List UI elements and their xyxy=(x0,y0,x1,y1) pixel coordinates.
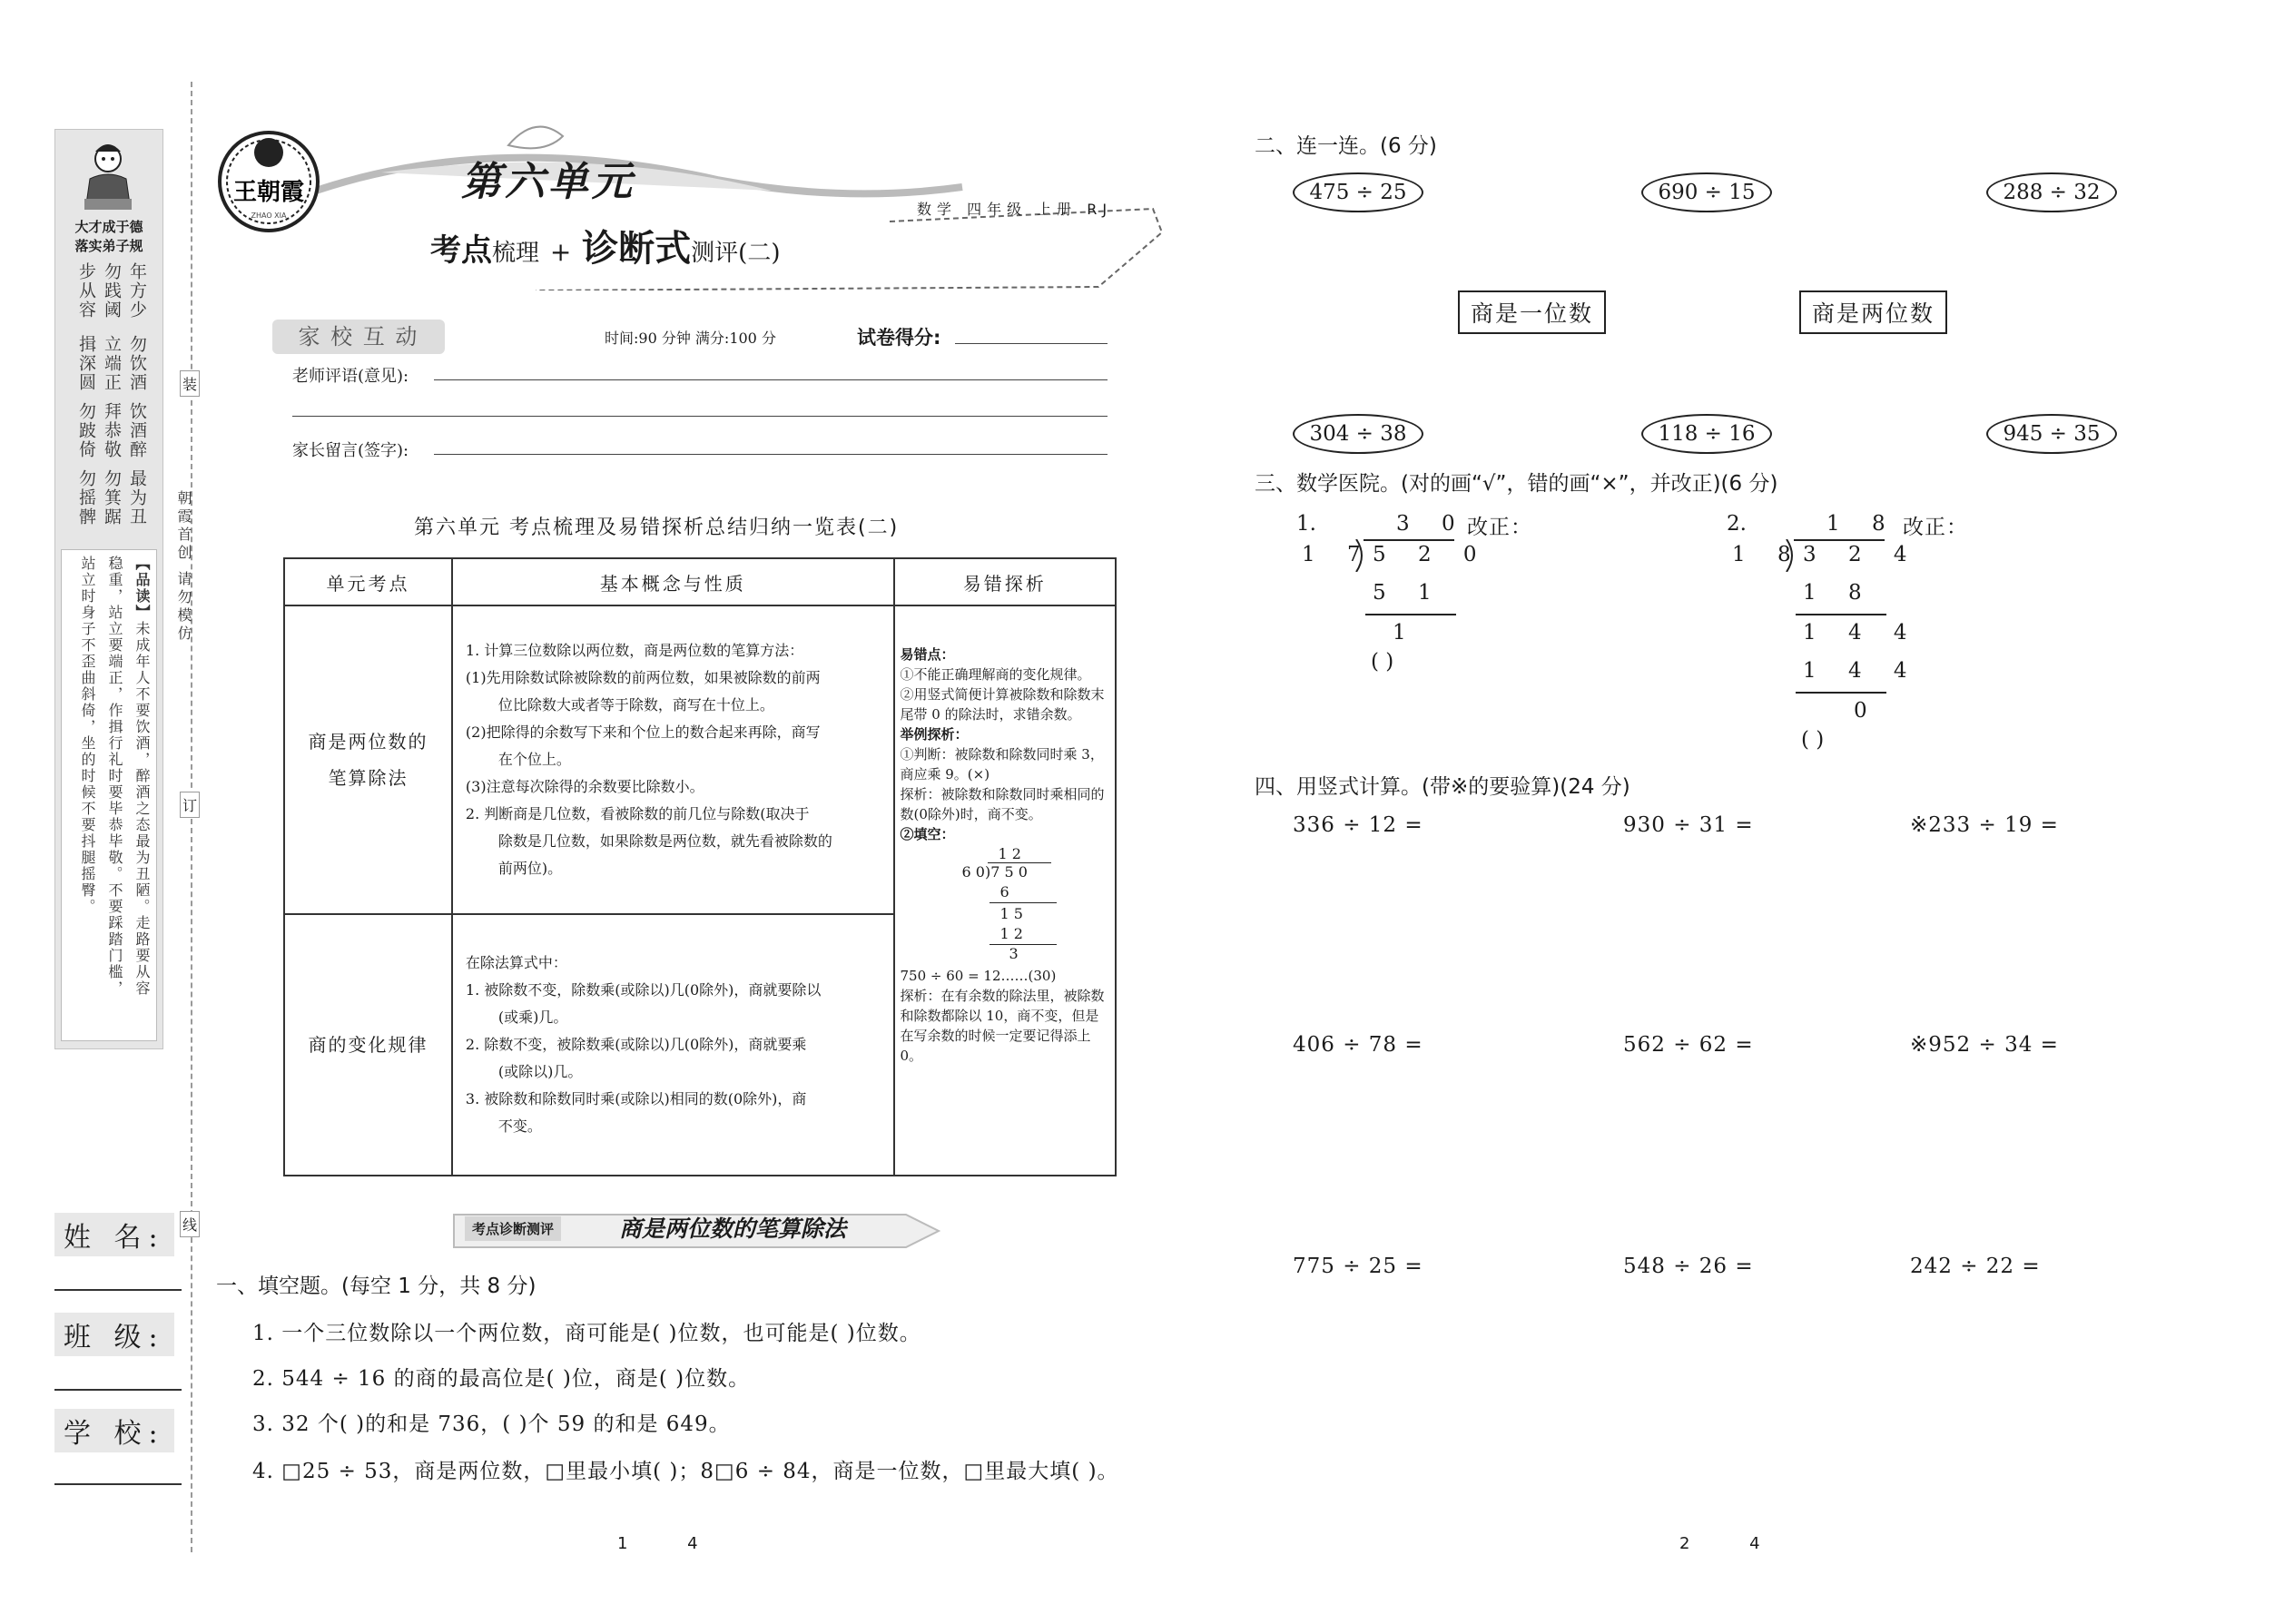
sidebar-verse: 拜恭敬 xyxy=(102,402,122,459)
school-label: 学 校: xyxy=(54,1409,174,1452)
q3-problem-1: 1. 3 0 1 7 5 2 0 5 1 1 ( ) xyxy=(1296,512,1490,674)
reading-box xyxy=(61,549,157,1041)
q3-heading: 三、数学医院。(对的画“√”，错的画“×”，并改正)(6 分) xyxy=(1255,472,1778,496)
cut-mark: 装 xyxy=(180,370,200,397)
name-field[interactable] xyxy=(54,1289,182,1291)
reading-text-3: 站立时身子不歪曲斜倚，坐的时候不要抖腿摇臀。 xyxy=(79,556,96,915)
sidebar-verse: 立端正 xyxy=(102,335,122,392)
q2-category-box[interactable]: 商是一位数 xyxy=(1458,290,1606,334)
q3-fix-label: 改正： xyxy=(1903,516,1968,539)
time-info: 时间:90 分钟 满分:100 分 xyxy=(605,330,776,347)
q2-expression[interactable]: 945 ÷ 35 xyxy=(1986,414,2117,454)
sidebar-verse: 最为丑 xyxy=(127,469,147,527)
name-label: 姓 名: xyxy=(54,1213,174,1256)
school-field[interactable] xyxy=(54,1483,182,1485)
page-number-right: 2 4 xyxy=(1679,1534,1787,1553)
q2-heading: 二、连一连。(6 分) xyxy=(1255,134,1437,158)
sidebar-verse: 勿箕踞 xyxy=(102,469,122,527)
cut-mark: 线 xyxy=(180,1211,200,1237)
error-analysis-cell: 易错点： ①不能正确理解商的变化规律。 ②用竖式简便计算被除数和除数末尾带 0 的除法时，求错余数。 举例探析： ①判断：被除数和除数同时乘 3，商应乘 9。(×) 探析：被除数和除数同时乘相同的数(0除外)时，商不变。 ②填空： 1 2 6 0)7 5 0 6 1 5 1 2 3 750 ÷ 60 = 12……(30) 探析：在有余数的除法里，被除数和除数都除以 10，商不变，但是在写余数的时候一定要记得添上 0。 xyxy=(894,605,1117,1176)
page-number-left: 1 4 xyxy=(617,1534,725,1553)
q4-problem: 930 ÷ 31 = xyxy=(1623,813,1754,837)
summary-table xyxy=(283,557,1117,1176)
table-header: 基本概念与性质 xyxy=(452,558,894,605)
q4-problem: 406 ÷ 78 = xyxy=(1293,1033,1423,1057)
q1-item: 4. □25 ÷ 53，商是两位数，□里最小填( )；8□6 ÷ 84，商是一位数，□里最大填( )。 xyxy=(252,1460,1119,1483)
subtitle: 考点梳理 + 诊断式测评(二) xyxy=(430,227,781,270)
teacher-comment-field-2[interactable] xyxy=(292,416,1108,417)
section-tag: 考点诊断测评 xyxy=(465,1216,561,1241)
sidebar-verse: 饮酒醉 xyxy=(127,402,147,459)
reading-title: 【品读】 xyxy=(133,556,151,621)
mini-long-division: 1 2 6 0)7 5 0 6 1 5 1 2 3 xyxy=(901,844,1110,957)
table-header: 易错探析 xyxy=(894,558,1117,605)
unit-title: 第六单元 xyxy=(461,159,635,205)
side-panel xyxy=(54,129,163,1049)
sidebar-verse: 勿践阈 xyxy=(102,262,122,320)
svg-text:王朝霞: 王朝霞 xyxy=(232,179,305,206)
home-school-badge: 家 校 互 动 xyxy=(272,320,445,354)
sidebar-verse: 揖深圆 xyxy=(76,335,96,392)
parent-comment-field[interactable] xyxy=(434,454,1108,455)
svg-text:ZHAO XIA: ZHAO XIA xyxy=(251,212,287,220)
sidebar-verse: 勿摇髀 xyxy=(76,469,96,527)
q4-problem: ※233 ÷ 19 = xyxy=(1910,813,2059,837)
sidebar-verse: 年方少 xyxy=(127,262,147,320)
reading-text-1: 未成年人不要饮酒，醉酒之态最为丑陋。走路要从容 xyxy=(133,621,151,997)
q2-expression[interactable]: 475 ÷ 25 xyxy=(1293,172,1423,212)
cut-mark: 订 xyxy=(180,792,200,818)
q4-problem: 242 ÷ 22 = xyxy=(1910,1255,2041,1278)
q3-fix-label: 改正： xyxy=(1467,516,1532,539)
sidebar-slogan-1: 大才成于德 xyxy=(74,219,143,235)
q2-expression[interactable]: 690 ÷ 15 xyxy=(1641,172,1772,212)
q2-category-box[interactable]: 商是两位数 xyxy=(1799,290,1947,334)
concept-cell: 在除法算式中： 1. 被除数不变，除数乘(或除以)几(0除外)，商就要除以 (或乘)几。 2. 除数不变，被除数乘(或除以)几(0除外)，商就要乘 (或除以)几。 3. 被除数和除数同时乘(或除以)相同的数(0除外)，商 不变。 xyxy=(452,914,894,1176)
child-mascot-icon xyxy=(81,139,135,213)
reading-text-2: 稳重，站立要端正，作揖行礼时要毕恭毕敬。不要踩踏门槛， xyxy=(106,556,123,997)
q1-heading: 一、填空题。(每空 1 分，共 8 分) xyxy=(216,1275,537,1298)
q4-heading: 四、用竖式计算。(带※的要验算)(24 分) xyxy=(1255,775,1630,799)
sidebar-verse: 勿跛倚 xyxy=(76,402,96,459)
teacher-comment-label: 老师评语(意见): xyxy=(292,367,409,386)
q4-problem: ※952 ÷ 34 = xyxy=(1910,1033,2059,1057)
teacher-comment-field[interactable] xyxy=(434,379,1108,380)
copyright-note: 朝霞首创 请勿模仿 xyxy=(175,490,192,645)
q4-problem: 548 ÷ 26 = xyxy=(1623,1255,1754,1278)
topic-cell: 商的变化规律 xyxy=(284,914,452,1176)
table-header: 单元考点 xyxy=(284,558,452,605)
score-label: 试卷得分: xyxy=(857,327,941,349)
summary-title: 第六单元 考点梳理及易错探析总结归纳一览表(二) xyxy=(414,517,900,539)
parent-comment-label: 家长留言(签字): xyxy=(292,441,409,460)
q4-problem: 336 ÷ 12 = xyxy=(1293,813,1423,837)
q1-item: 1. 一个三位数除以一个两位数，商可能是( )位数，也可能是( )位数。 xyxy=(252,1322,921,1345)
section-title: 商是两位数的笔算除法 xyxy=(619,1216,847,1242)
concept-cell: 1. 计算三位数除以两位数，商是两位数的笔算方法： (1)先用除数试除被除数的前两位数，如果被除数的前两 位比除数大或者等于除数，商写在十位上。 (2)把除得的余数写下来和个位上的数合起来再除，商写 在个位上。 (3)注意每次除得的余数要比除数小。 2. 判断商是几位数，看被除数的前几位与除数(取决于 除数是几位数，如果除数是两位数，就先看被除数的 前两位)。 xyxy=(452,605,894,914)
q1-item: 2. 544 ÷ 16 的商的最高位是( )位，商是( )位数。 xyxy=(252,1367,751,1391)
score-field[interactable] xyxy=(955,343,1108,344)
q3-problem-2: 2. 1 8 1 8 3 2 4 1 8 1 4 4 1 4 4 0 ( ) xyxy=(1727,512,1920,752)
q4-problem: 775 ÷ 25 = xyxy=(1293,1255,1423,1278)
grade-tag: 数学 四年级 上册 RJ xyxy=(917,201,1113,218)
sidebar-verse: 勿饮酒 xyxy=(127,335,147,392)
class-label: 班 级: xyxy=(54,1313,174,1356)
topic-cell: 商是两位数的 笔算除法 xyxy=(284,605,452,914)
brand-logo-icon xyxy=(214,127,323,236)
q2-expression[interactable]: 304 ÷ 38 xyxy=(1293,414,1423,454)
class-field[interactable] xyxy=(54,1389,182,1391)
q4-problem: 562 ÷ 62 = xyxy=(1623,1033,1754,1057)
q2-expression[interactable]: 118 ÷ 16 xyxy=(1641,414,1772,454)
sidebar-slogan-2: 落实弟子规 xyxy=(74,238,143,254)
q2-expression[interactable]: 288 ÷ 32 xyxy=(1986,172,2117,212)
q1-item: 3. 32 个( )的和是 736，( )个 59 的和是 649。 xyxy=(252,1412,731,1436)
sidebar-verse: 步从容 xyxy=(76,262,96,320)
